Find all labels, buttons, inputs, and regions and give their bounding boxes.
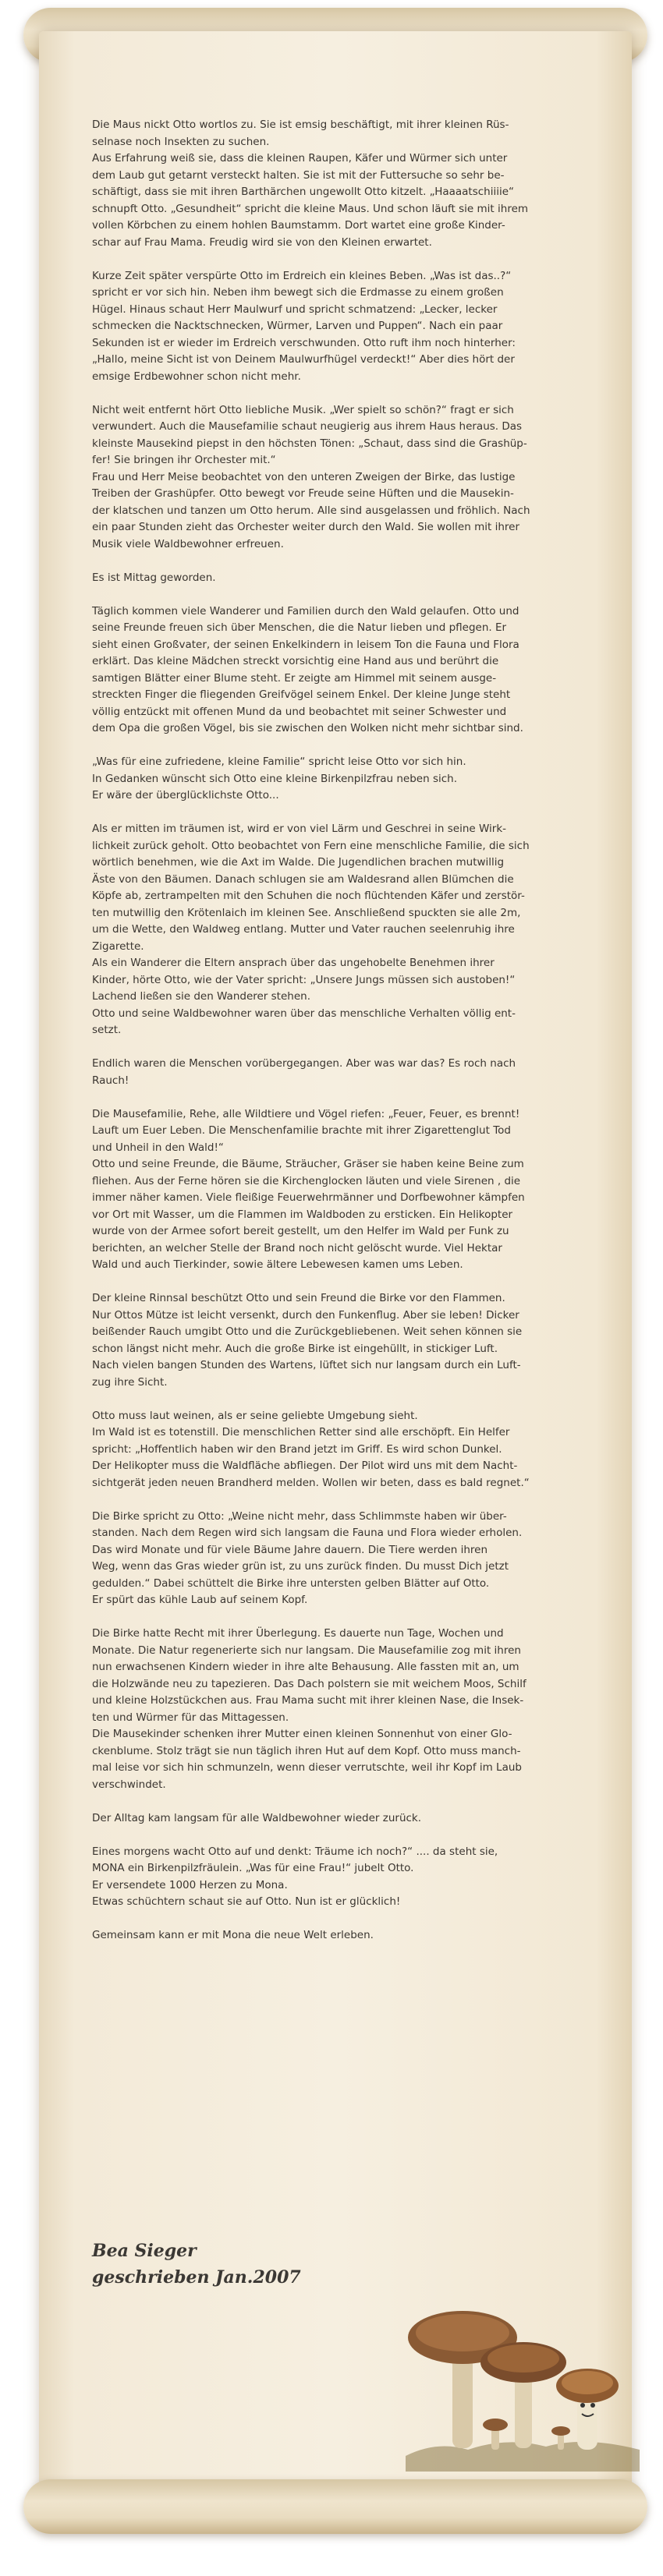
- mushroom-illustration: [406, 2245, 640, 2472]
- written-date: geschrieben Jan.2007: [92, 2267, 301, 2288]
- story-paragraph: Der Alltag kam langsam für alle Waldbewohner wieder zurück.: [92, 1811, 422, 1824]
- story-paragraph: „Was für eine zufriedene, kleine Familie“ spricht leise Otto vor sich hin. In Gedanken wünscht sich Otto eine kleine Birkenpilzfrau neben sich. Er wäre der überglücklichste Otto...: [92, 755, 466, 801]
- story-paragraph: Gemeinsam kann er mit Mona die neue Welt erleben.: [92, 1929, 374, 1941]
- story-text: [92, 117, 591, 1961]
- story-paragraph: Die Birke spricht zu Otto: „Weine nicht mehr, dass Schlimmste haben wir über- standen. Nach dem Regen wird sich langsam die Fauna und Flora wieder erholen. Das wird Monate und für viele Bäume Jahre dauern. Die Tiere werden ihren Weg, wenn das Gras wieder grün ist, zu uns zurück finden. Du musst Dich jetzt gedulden.“ Dabei schüttelt die Birke ihre untersten gelben Blätter auf Otto. Er spürt das kühle Laub auf seinem Kopf.: [92, 1509, 523, 1606]
- story-paragraph: Der kleine Rinnsal beschützt Otto und sein Freund die Birke vor den Flammen. Nur Ottos Mütze ist leicht versenkt, durch den Funkenflug. Aber sie leben! Dicker beißender Rauch umgibt Otto und die Zurückgebliebenen. Weit sehen können sie schon längst nicht mehr. Auch die große Birke ist eingehüllt, in stickiger Luft. Nach vielen bangen Stunden des Wartens, lüftet sich nur langsam durch ein Luft- zug ihre Sicht.: [92, 1292, 523, 1389]
- story-paragraph: Als er mitten im träumen ist, wird er von viel Lärm und Geschrei in seine Wirk- lichkeit zurück geholt. Otto beobachtet von Fern eine menschliche Familie, die sich wörtlich benehmen, wie die Axt im Walde. Die Jugendlichen brachen mutwillig Äste von den Bäumen. Danach schlugen sie am Waldesrand allen Blümchen die Köpfe ab, zertrampelten mit den Schuhen die noch flüchtenden Käfer und zerstör- ten mutwillig den Krötenlaich im kleinen See. Anschließend spuckten sie alle 2m, um die Wette, den Waldweg entlang. Mutter und Vater rauchen seelenruhig ihre Zigarette. Als ein Wanderer die Eltern ansprach über das ungehobelte Benehmen ihrer Kinder, hörte Otto, wie der Vater spricht: „Unsere Jungs müssen sich austoben!“ Lachend ließen sie den Wanderer stehen. Otto und seine Waldbewohner waren über das menschliche Verhalten völlig ent- setzt.: [92, 823, 530, 1036]
- story-paragraph: Nicht weit entfernt hört Otto liebliche Musik. „Wer spielt so schön?“ fragt er sich verwundert. Auch die Mausefamilie schaut neugierig aus ihrem Haus heraus. Das kleinste Mausekind piepst in den höchsten Tönen: „Schaut, dass sind die Grashüp- fer! Sie bringen ihr Orchester mit.“ Frau und Herr Meise beobachtet von den unteren Zweigen der Birke, das lustige Treiben der Grashüpfer. Otto bewegt vor Freude seine Hüften und die Mausekin- der klatschen und tanzen um Otto herum. Alle sind ausgelassen und fröhlich. Nach ein paar Stunden zieht das Orchester weiter durch den Wald. Sie wollen mit ihrer Musik viele Waldbewohner erfreuen.: [92, 403, 530, 550]
- scroll-bottom-roll: [23, 2479, 647, 2534]
- story-paragraph: Es ist Mittag geworden.: [92, 571, 216, 584]
- author-signature: [92, 2238, 301, 2291]
- story-paragraph: Endlich waren die Menschen vorübergegangen. Aber was war das? Es roch nach Rauch!: [92, 1057, 516, 1087]
- story-paragraph: Otto muss laut weinen, als er seine geliebte Umgebung sieht. Im Wald ist es totenstill. Die menschlichen Retter sind alle erschöpft. Ein Helfer spricht: „Hoffentlich haben wir den Brand jetzt im Griff. Es wird schon Dunkel. Der Helikopter muss die Waldfläche abfliegen. Der Pilot wird uns mit dem Nacht- sichtgerät jeden neuen Brandherd melden. Wollen wir beten, dass es bald regnet.“: [92, 1409, 530, 1489]
- story-paragraph: Kurze Zeit später verspürte Otto im Erdreich ein kleines Beben. „Was ist das..?“ spricht er vor sich hin. Neben ihm bewegt sich die Erdmasse zu einem großen Hügel. Hinaus schaut Herr Maulwurf und spricht schmatzend: „Lecker, lecker schmecken die Nacktschnecken, Würmer, Larven und Puppen“. Nach ein paar Sekunden ist er wieder im Erdreich verschwunden. Otto ruft ihm noch hinterher: „Hallo, meine Sicht ist von Deinem Maulwurfhügel verdeckt!“ Aber dies hört der emsige Erdbewohner schon nicht mehr.: [92, 269, 516, 383]
- story-paragraph: Die Maus nickt Otto wortlos zu. Sie ist emsig beschäftigt, mit ihrer kleinen Rüs- selnase noch Insekten zu suchen. Aus Erfahrung weiß sie, dass die kleinen Raupen, Käfer und Würmer sich unter dem Laub gut getarnt versteckt halten. Sie ist mit der Futtersuche so sehr be- schäftigt, dass sie mit ihren Barthärchen ungewollt Otto kitzelt. „Haaaatschiiiie“ schnupft Otto. „Gesundheit“ spricht die kleine Maus. Und schon läuft sie mit ihrem vollen Körbchen zu einem hohlen Baumstamm. Dort wartet eine große Kinder- schar auf Frau Mama. Freudig wird sie von den Kleinen erwartet.: [92, 119, 529, 249]
- story-paragraph: Die Birke hatte Recht mit ihrer Überlegung. Es dauerte nun Tage, Wochen und Monate. Die Natur regenerierte sich nur langsam. Die Mausefamilie zog mit ihren nun erwachsenen Kindern wieder in ihre alte Behausung. Alle fassten mit an, um die Holzwände neu zu tapezieren. Das Dach polstern sie mit weichem Moos, Schilf und kleine Holzstückchen aus. Frau Mama sucht mit ihrer kleinen Nase, die Insek- ten und Würmer für das Mittagessen. Die Mausekinder schenken ihrer Mutter einen kleinen Sonnenhut von einer Glo- ckenblume. Stolz trägt sie nun täglich ihren Hut auf dem Kopf. Otto muss manch- mal leise vor sich hin schmunzeln, wenn dieser verrutschte, weil ihr Kopf im Laub verschwindet.: [92, 1627, 526, 1791]
- author-name: Bea Sieger: [92, 2241, 197, 2261]
- story-paragraph: Die Mausefamilie, Rehe, alle Wildtiere und Vögel riefen: „Feuer, Feuer, es brennt! Lauft um Euer Leben. Die Menschenfamilie brachte mit ihrer Zigarettenglut Tod und Unheil in den Wald!“ Otto und seine Freunde, die Bäume, Sträucher, Gräser sie haben keine Beine zum fliehen. Aus der Ferne hören sie die Kirchenglocken läuten und viele Sirenen , die immer näher kamen. Viele fleißige Feuerwehrmänner und Dorfbewohner kämpfen vor Ort mit Wasser, um die Flammen im Waldboden zu ersticken. Ein Helikopter wurde von der Armee sofort bereit gestellt, um den Helfer im Wald per Funk zu berichten, an welcher Stelle der Brand noch nicht gelöscht wurde. Viel Hektar Wald und auch Tierkinder, sowie ältere Lebewesen kamen ums Leben.: [92, 1107, 525, 1271]
- story-paragraph: Täglich kommen viele Wanderer und Familien durch den Wald gelaufen. Otto und seine Freunde freuen sich über Menschen, die die Natur lieben und pflegen. Er sieht einen Großvater, der seinen Enkelkindern in leisem Ton die Fauna und Flora erklärt. Das kleine Mädchen streckt vorsichtig eine Hand aus und berührt die samtigen Blätter einer Blume steht. Er zeigte am Himmel mit seinem ausge- streckten Finger die fliegenden Greifvögel seinem Enkel. Der kleine Junge steht völlig entzückt mit offenen Mund da und beobachtet mit seiner Schwester und dem Opa die großen Vögel, bis sie zwischen den Wolken nicht mehr sichtbar sind.: [92, 604, 523, 734]
- story-paragraph: Eines morgens wacht Otto auf und denkt: Träume ich noch?“ .... da steht sie, MONA ein Birkenpilzfräulein. „Was für eine Frau!“ jubelt Otto. Er versendete 1000 Herzen zu Mona. Etwas schüchtern schaut sie auf Otto. Nun ist er glücklich!: [92, 1845, 498, 1908]
